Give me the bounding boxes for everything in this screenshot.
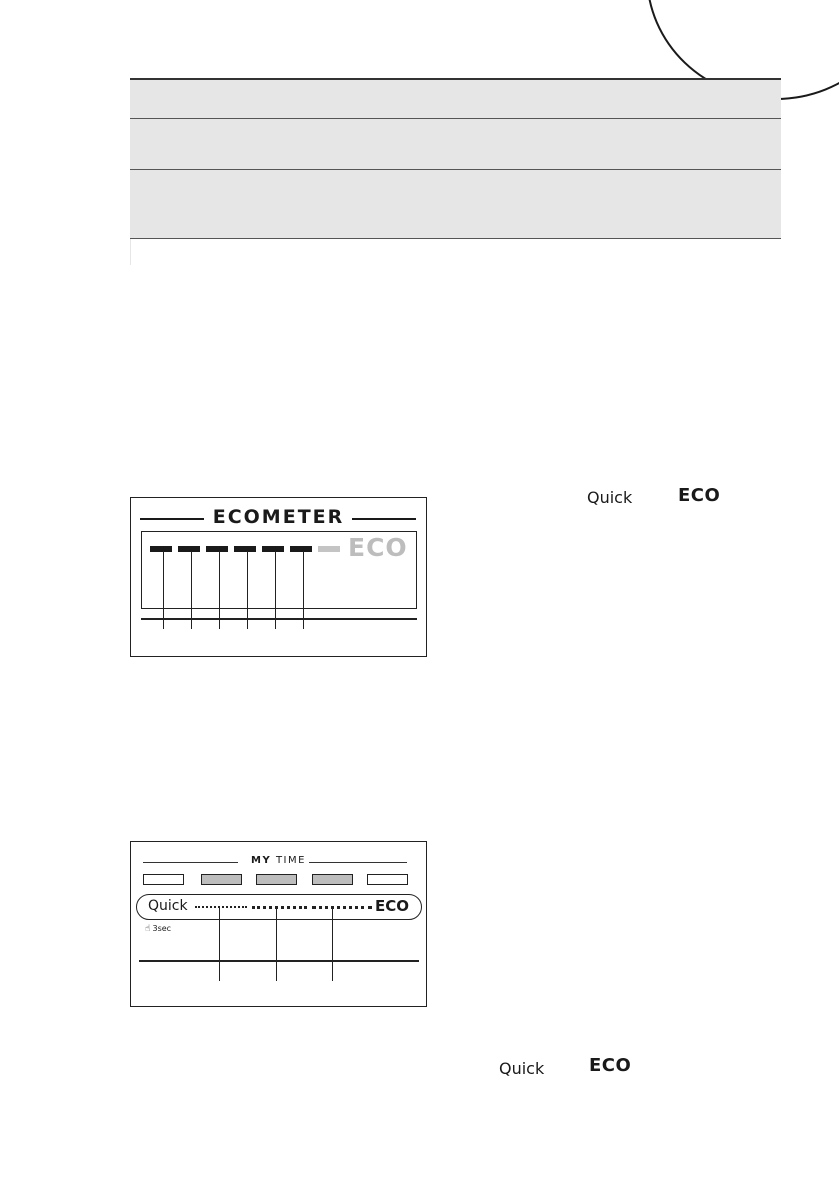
ecometer-segment	[234, 546, 256, 552]
table-row	[130, 119, 781, 170]
inline-eco-label: ECO	[589, 1055, 632, 1076]
ecometer-segment	[150, 546, 172, 552]
title-rule-right	[352, 518, 416, 520]
slider-dots	[252, 906, 307, 909]
inline-quick-label: Quick	[587, 488, 633, 507]
ecometer-segment-inactive	[318, 546, 340, 552]
my-time-slider[interactable]	[136, 894, 422, 920]
inline-eco-label: ECO	[678, 485, 721, 506]
table-row	[130, 239, 781, 265]
my-time-title-bold: MY	[251, 855, 272, 866]
title-rule-right	[309, 862, 407, 863]
ecometer-title: ECOMETER	[212, 506, 345, 528]
ecometer-segment	[206, 546, 228, 552]
time-indicator	[367, 874, 408, 885]
ecometer-display	[141, 531, 417, 609]
slider-quick-label: Quick	[148, 898, 188, 914]
callout-baseline	[141, 618, 417, 620]
callout-line	[332, 908, 333, 981]
slider-dots	[195, 906, 247, 908]
hold-label: 3sec	[152, 924, 172, 933]
time-indicator-active	[201, 874, 242, 885]
my-time-title	[131, 855, 426, 866]
info-table	[130, 78, 781, 265]
callout-line	[276, 908, 277, 981]
time-indicator-active	[312, 874, 353, 885]
time-indicator	[143, 874, 184, 885]
ecometer-segment	[290, 546, 312, 552]
ecometer-eco-label: ECO	[348, 533, 408, 562]
ecometer-segment	[178, 546, 200, 552]
slider-dots	[312, 906, 372, 909]
callout-baseline	[139, 960, 419, 962]
ecometer-figure	[130, 497, 427, 657]
ecometer-segment	[262, 546, 284, 552]
slider-eco-label: ECO	[374, 897, 409, 915]
hand-press-icon: ☝	[145, 924, 151, 934]
my-time-figure	[130, 841, 427, 1007]
inline-quick-label: Quick	[499, 1059, 545, 1078]
table-row	[130, 80, 781, 119]
callout-line	[219, 908, 220, 981]
table-row	[130, 170, 781, 239]
time-indicator-active	[256, 874, 297, 885]
my-time-title-rest: TIME	[275, 855, 306, 866]
hold-hint	[145, 924, 171, 934]
